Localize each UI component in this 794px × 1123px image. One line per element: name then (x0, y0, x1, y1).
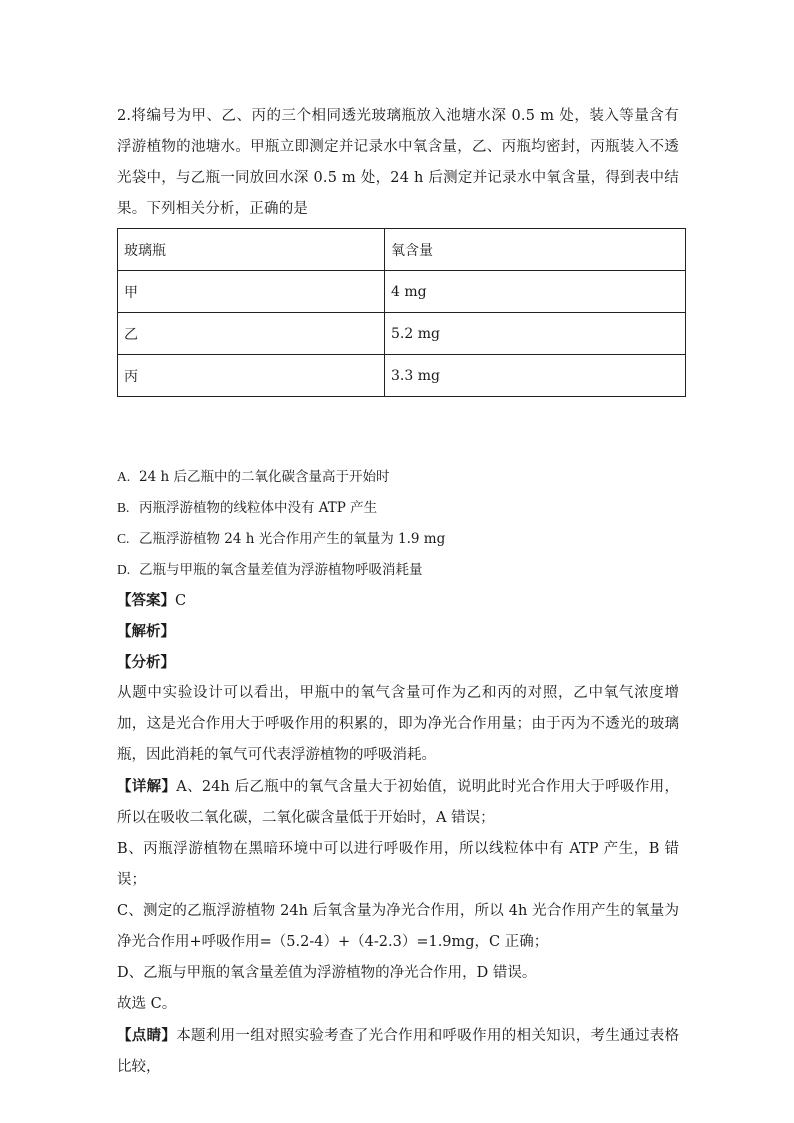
option-text: 丙瓶浮游植物的线粒体中没有 ATP 产生 (139, 500, 378, 516)
answer-value: C (175, 593, 187, 609)
table-cell-bottle: 丙 (118, 355, 385, 397)
option-text: 乙瓶浮游植物 24 h 光合作用产生的氧量为 1.9 mg (139, 531, 446, 547)
fenxi-heading (117, 647, 679, 678)
option-a (117, 461, 679, 492)
table-cell-oxygen: 5.2 mg (385, 313, 686, 355)
conclusion: 故选 C。 (117, 996, 177, 1012)
fenxi-text: 从题中实验设计可以看出，甲瓶中的氧气含量可作为乙和丙的对照，乙中氧气浓度增加，这是光合作用大于呼吸作用的积累的，即为净光合作用量；由于丙为不透光的玻璃瓶，因此消耗的氧气可代表浮游植物的呼吸消耗。 (117, 685, 679, 763)
detail-b: B、丙瓶浮游植物在黑暗环境中可以进行呼吸作用，所以线粒体中有 ATP 产生，B 错误； (117, 841, 679, 888)
table-row (118, 355, 686, 397)
question-stem: 2.将编号为甲、乙、丙的三个相同透光玻璃瓶放入池塘水深 0.5 m 处，装入等量含有浮游植物的池塘水。甲瓶立即测定并记录水中氧含量，乙、丙瓶均密封，丙瓶装入不透光袋中，与乙瓶一同放回水深 0.5 m 处，24 h 后测定并记录水中氧含量，得到表中结果。下列相关分析，正确的是 (117, 108, 679, 217)
detail-c: C、测定的乙瓶浮游植物 24h 后氧含量为净光合作用，所以 4h 光合作用产生的氧量为净光合作用+呼吸作用=（5.2-4）+（4-2.3）=1.9mg，C 正确； (117, 903, 679, 950)
table-row (118, 271, 686, 313)
analysis-tag: 【解析】 (117, 623, 175, 640)
table-header-row (118, 229, 686, 271)
table-cell-bottle: 乙 (118, 313, 385, 355)
table-cell-oxygen: 4 mg (385, 271, 686, 313)
table-header-bottle: 玻璃瓶 (118, 229, 385, 271)
option-c (117, 523, 679, 554)
detail-tag: 【详解】 (117, 778, 177, 795)
dianjing-text: 本题利用一组对照实验考查了光合作用和呼吸作用的相关知识，考生通过表格比较， (117, 1028, 680, 1075)
table-header-oxygen: 氧含量 (385, 229, 686, 271)
option-text: 乙瓶与甲瓶的氧含量差值为浮游植物呼吸消耗量 (139, 562, 423, 578)
answer-tag: 【答案】 (117, 592, 175, 609)
detail-a (117, 771, 679, 834)
oxygen-table (117, 228, 686, 397)
option-b (117, 492, 679, 523)
dianjing (117, 1020, 679, 1083)
answer-line (117, 585, 679, 616)
option-letter: A. (117, 469, 131, 484)
table-cell-bottle: 甲 (118, 271, 385, 313)
option-d (117, 554, 679, 585)
detail-d: D、乙瓶与甲瓶的氧含量差值为浮游植物的净光合作用，D 错误。 (117, 965, 537, 981)
option-text: 24 h 后乙瓶中的二氧化碳含量高于开始时 (139, 469, 390, 485)
table-row (118, 313, 686, 355)
option-letter: C. (117, 531, 130, 546)
option-letter: D. (117, 562, 131, 577)
detail-a-text: A、24h 后乙瓶中的氧气含量大于初始值，说明此时光合作用大于呼吸作用，所以在吸收二氧化碳，二氧化碳含量低于开始时，A 错误； (117, 779, 679, 826)
analysis-heading (117, 616, 679, 647)
option-letter: B. (117, 500, 130, 515)
question-content (117, 101, 679, 1083)
answer-options (117, 461, 679, 585)
table-cell-oxygen: 3.3 mg (385, 355, 686, 397)
fenxi-tag: 【分析】 (117, 654, 175, 671)
dianjing-tag: 【点睛】 (117, 1027, 177, 1044)
